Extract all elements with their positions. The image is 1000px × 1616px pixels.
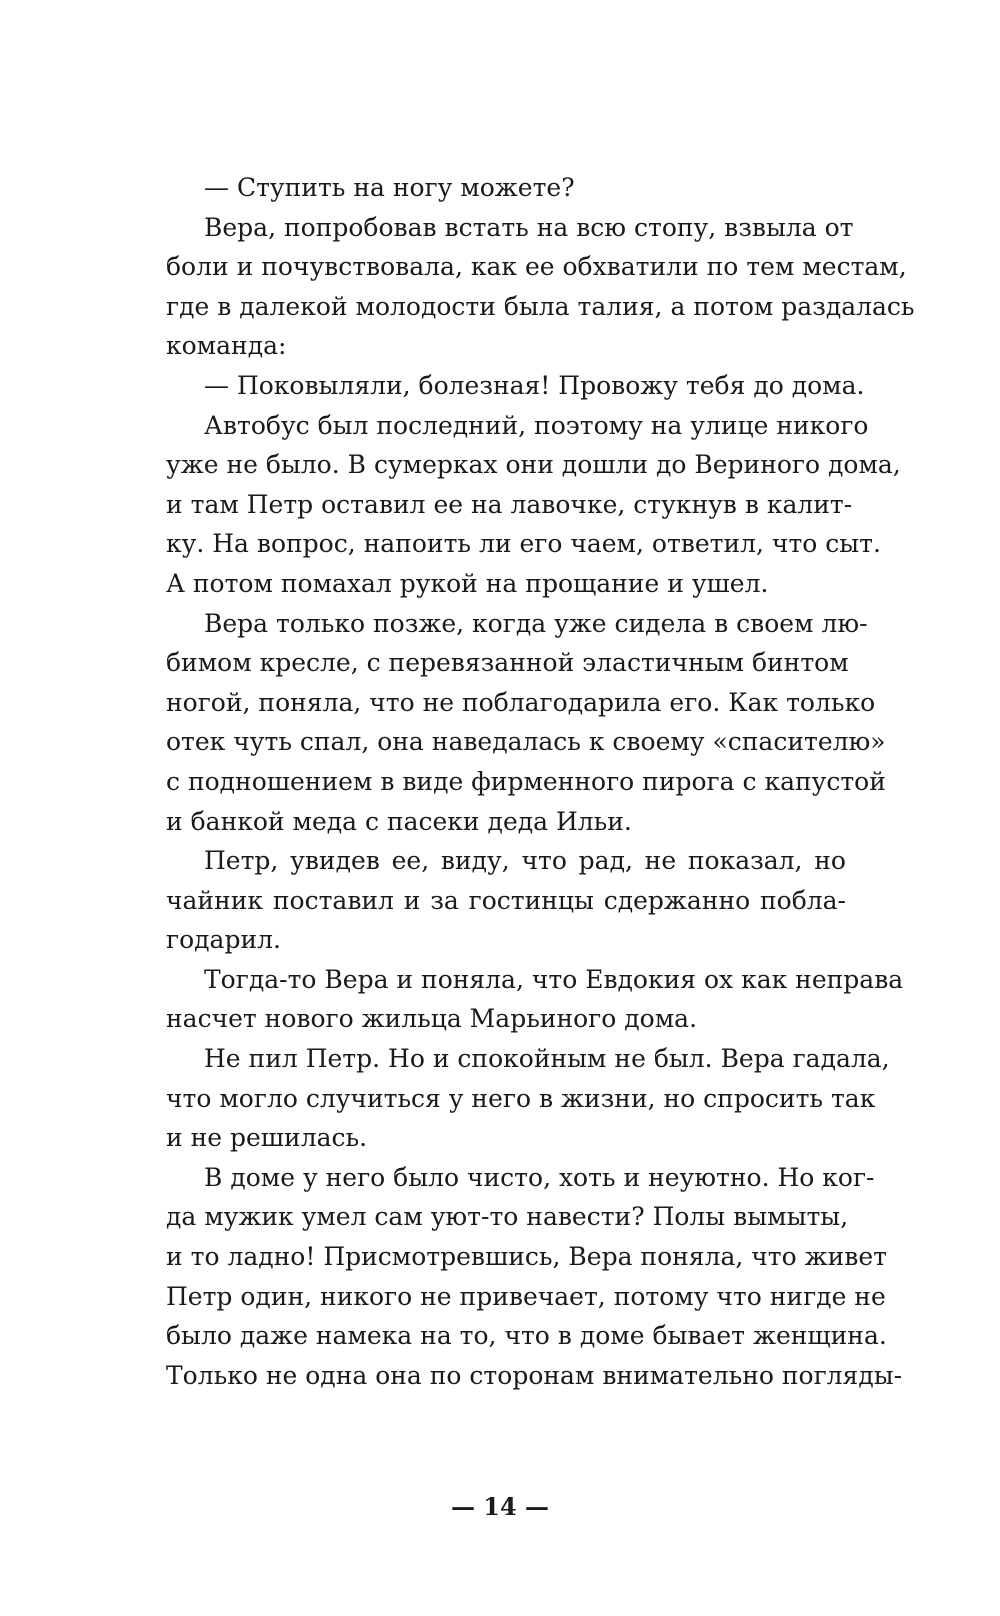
paragraph [166,366,865,406]
text-line: Не пил Петр. Но и спокойным не был. Вера гадала, [204,1044,890,1074]
paragraph [166,841,846,960]
paragraph [166,960,904,1039]
text-line: и банкой меда с пасеки деда Ильи. [166,806,632,836]
text-line: и то ладно! Присмотревшись, Вера поняла, что живет [166,1242,887,1272]
text-line: отек чуть спал, она наведалась к своему «спасителю» [166,727,886,757]
text-line: годарил. [166,925,281,955]
paragraph [166,168,846,208]
text-line: ногой, поняла, что не поблагодарила его. Как только [166,687,876,717]
paragraph [166,604,886,842]
text-line: Только не одна она по сторонам внимательно погляды- [166,1360,903,1390]
text-line: Тогда-то Вера и поняла, что Евдокия ох как неправа [204,964,904,994]
text-line: с подношением в виде фирменного пирога с капустой [166,766,886,796]
text-line: что могло случиться у него в жизни, но спросить так [166,1083,876,1113]
text-line: да мужик умел сам уют-то навести? Полы вымыты, [166,1202,849,1232]
text-line: бимом кресле, с перевязанной эластичным бинтом [166,648,849,678]
text-line: Автобус был последний, поэтому на улице никого [204,410,869,440]
text-line: и не решилась. [166,1123,368,1153]
text-line: и там Петр оставил ее на лавочке, стукнув в калит- [166,489,853,519]
page-number: — 14 — [450,1492,550,1521]
text-line: насчет нового жильца Марьиного дома. [166,1004,698,1034]
page-body-text [166,168,915,1395]
text-line: где в далекой молодости была талия, а потом раздалась [166,291,915,321]
paragraph [166,1039,890,1158]
text-line: боли и почувствовала, как ее обхватили по тем местам, [166,252,907,282]
text-line: Вера, попробовав встать на всю стопу, взвыла от [204,212,854,242]
text-line: было даже намека на то, что в доме бывает женщина. [166,1321,887,1351]
paragraph [166,208,915,366]
text-line: уже не было. В сумерках они дошли до Вериного дома, [166,450,901,480]
text-line: Петр один, никого не привечает, потому что нигде не [166,1281,886,1311]
paragraph [166,406,901,604]
text-line: Петр, увидев ее, виду, что рад, не показал, но [204,846,846,876]
text-line: Вера только позже, когда уже сидела в своем лю- [204,608,868,638]
text-line: команда: [166,331,287,361]
paragraph [166,1158,903,1396]
text-line: — Ступить на ногу можете? [204,173,575,202]
text-line: чайник поставил и за гостинцы сдержанно побла- [166,885,846,915]
text-line: — Поковыляли, болезная! Провожу тебя до дома. [204,370,865,400]
text-line: А потом помахал рукой на прощание и ушел. [166,568,769,598]
text-line: ку. На вопрос, напоить ли его чаем, ответил, что сыт. [166,529,881,559]
text-line: В доме у него было чисто, хоть и неуютно. Но ког- [204,1162,875,1192]
